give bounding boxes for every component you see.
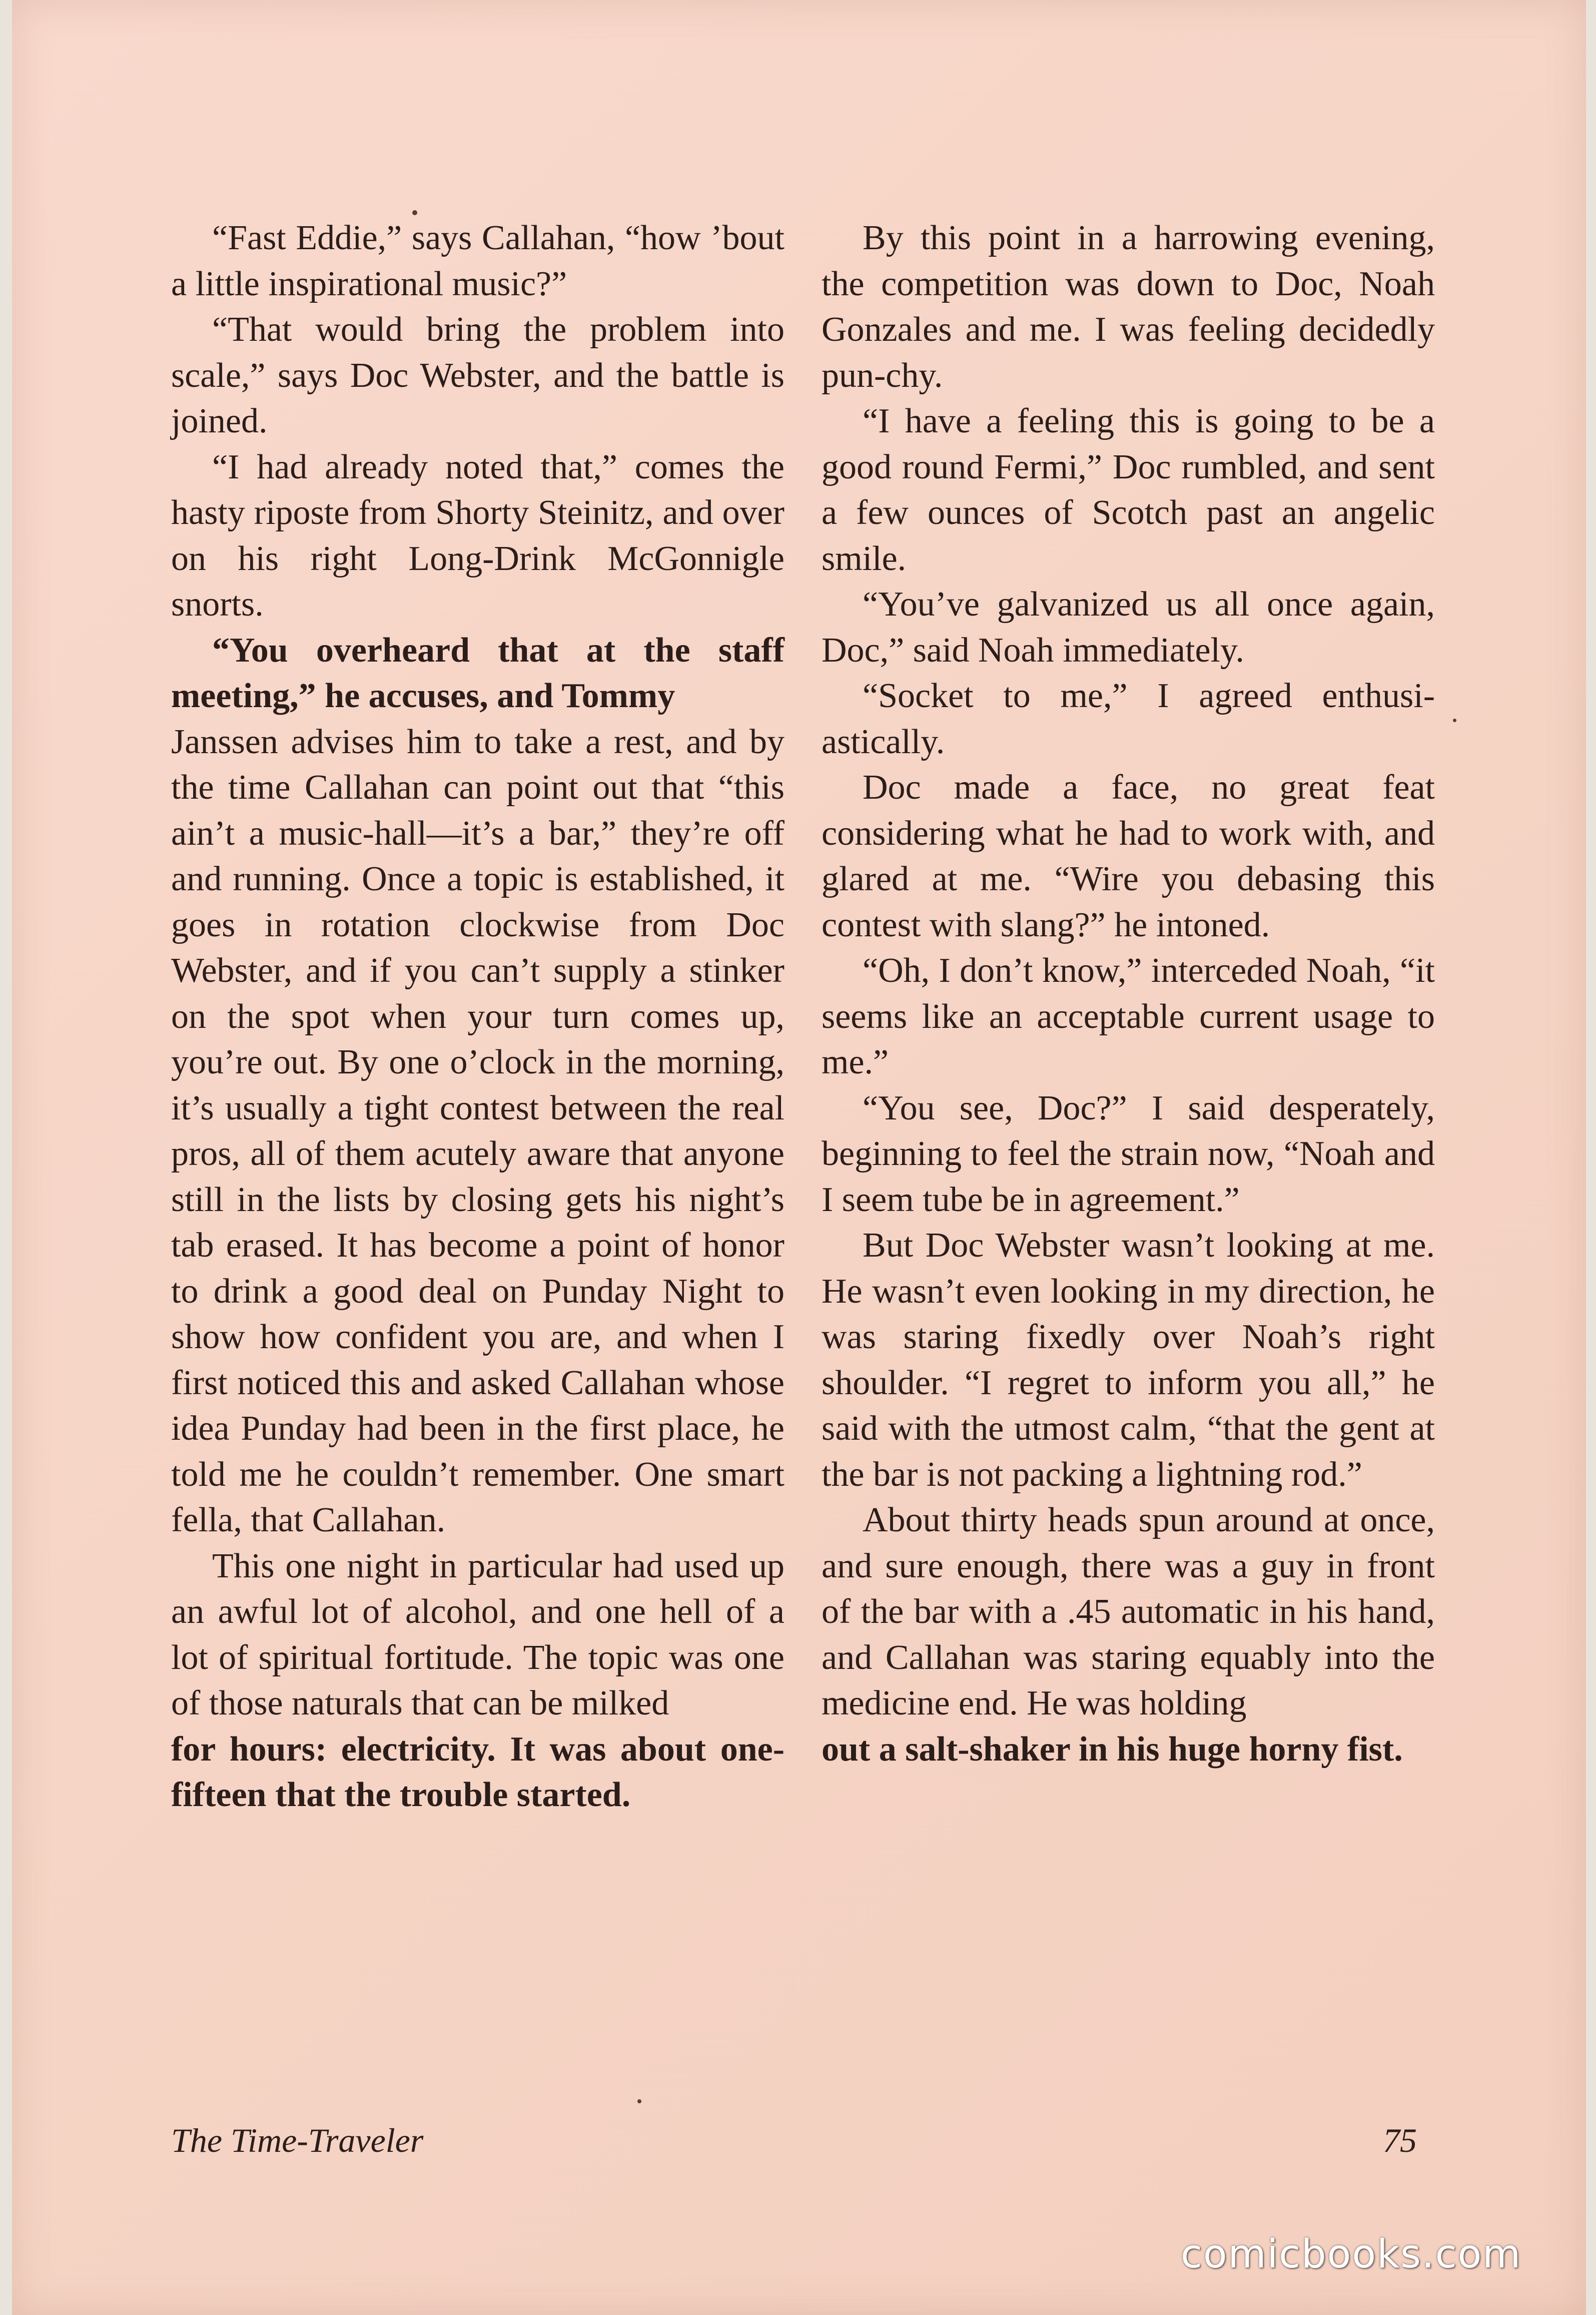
page-number: 75 [1383,2121,1417,2159]
left-paragraph-1: “Fast Eddie,” says Callahan, “how ’bout a little inspirational music?” [171,219,784,303]
right-paragraph-9-bold: out a salt-shaker in his huge horny fist. [822,1729,1403,1769]
print-speck [412,210,417,215]
left-paragraph-4-bold: “You overheard that at the staff meeting,” he accuses, and Tommy [171,631,784,715]
left-paragraph-5-bold: for hours: electricity. It was about one-fifteen that the trouble started. [171,1729,784,1814]
right-paragraph-7: “You see, Doc?” I said desperately, beginning to feel the strain now, “Noah and I seem tube be in agreement.” [822,1088,1435,1219]
right-paragraph-6: “Oh, I don’t know,” interceded Noah, “it seems like an acceptable current usage to me.” [822,951,1435,1081]
magazine-page [12,0,1586,2315]
right-paragraph-8: But Doc Webster wasn’t looking at me. He wasn’t even looking in my direction, he was staring fixedly over Noah’s right shoulder. “I regret to inform you all,” he said with the utmost calm, “that the gent at the bar is not packing a lightning rod.” [822,1226,1435,1494]
right-column [822,215,1435,1772]
right-paragraph-5: Doc made a face, no great feat considering what he had to work with, and glared at me. “Wire you debasing this contest with slang?” he intoned. [822,768,1435,944]
running-title: The Time-Traveler [171,2121,424,2159]
right-paragraph-3: “You’ve galvanized us all once again, Doc,” said Noah immediately. [822,585,1435,670]
right-paragraph-4: “Socket to me,” I agreed enthusiastically. [822,677,1435,761]
left-paragraph-3: “I had already noted that,” comes the hasty riposte from Shorty Steinitz, and over on his right Long-Drink McGonnigle snorts. [171,447,784,624]
right-paragraph-9: About thirty heads spun around at once, and sure enough, there was a guy in front of the bar with a .45 automatic in his hand, and Callahan was staring equably into the medicine end. He was holding [822,1501,1435,1722]
right-paragraph-1: By this point in a harrowing evening, the competition was down to Doc, Noah Gonzales and me. I was feeling decidedly pun-chy. [822,219,1435,395]
left-paragraph-5: This one night in particular had used up an awful lot of alcohol, and one hell of a lot of spiritual fortitude. The topic was one of those naturals that can be milked [171,1546,784,1722]
site-watermark: comicbooks.com [1181,2232,1522,2277]
print-speck [637,2099,641,2103]
left-column [171,215,784,1818]
print-speck [1453,719,1456,722]
left-paragraph-4-rest: Janssen advises him to take a rest, and by the time Callahan can point out that “this ain’t a music-hall—it’s a bar,” they’re off and running. Once a topic is established, it goes in rotation clockwise from Doc Webster, and if you can’t supply a stinker on the spot when your turn comes up, you’re out. By one o’clock in the morning, it’s usually a tight contest between the real pros, all of them acutely aware that anyone still in the lists by closing gets his night’s tab erased. It has become a point of honor to drink a good deal on Punday Night to show how confident you are, and when I first noticed this and asked Callahan whose idea Punday had been in the first place, he told me he couldn’t remember. One smart fella, that Callahan. [171,722,784,1539]
left-paragraph-2: “That would bring the problem into scale,” says Doc Webster, and the battle is joined. [171,310,784,440]
right-paragraph-2: “I have a feeling this is going to be a good round Fermi,” Doc rumbled, and sent a few ounces of Scotch past an angelic smile. [822,402,1435,578]
